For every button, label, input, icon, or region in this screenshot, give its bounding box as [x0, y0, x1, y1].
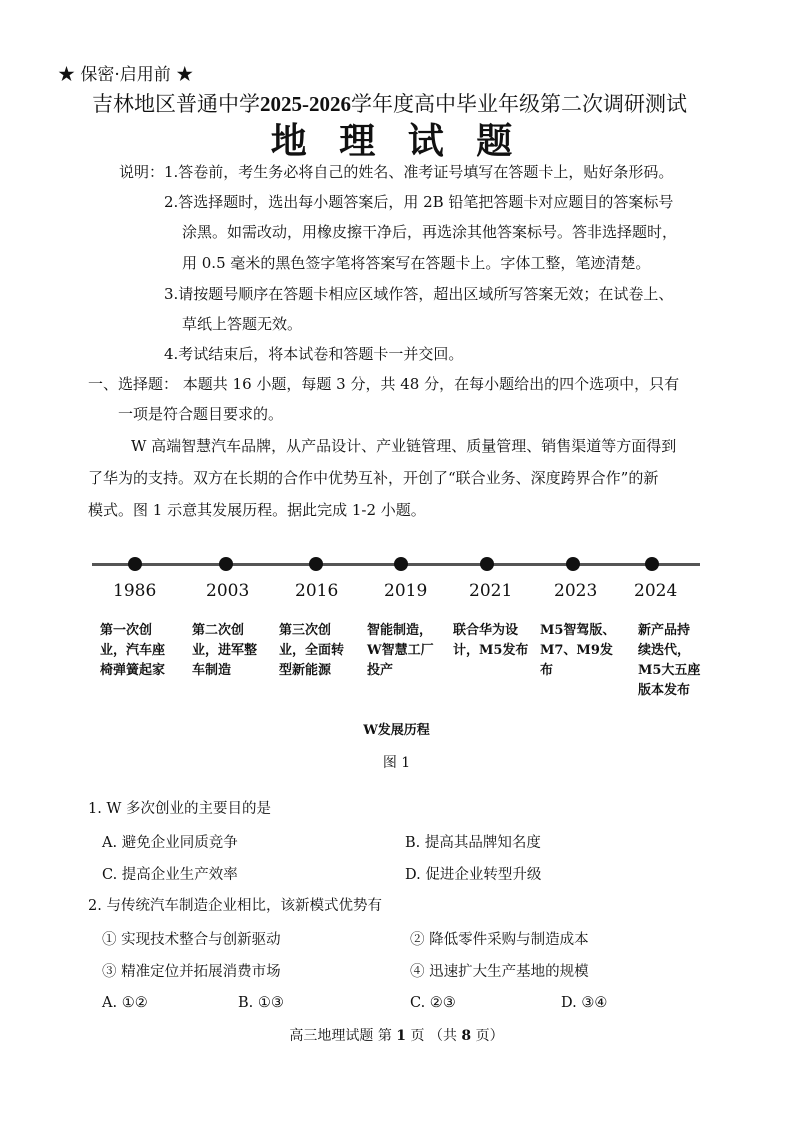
timeline-desc: M5智驾版、M7、M9发布	[540, 623, 616, 678]
question-1-option-a: A. 避免企业同质竞争	[102, 835, 238, 851]
figure-number: 图 1	[382, 755, 411, 771]
timeline-year: 2023	[554, 581, 598, 601]
footer-total-pages: 8	[461, 1028, 472, 1044]
timeline-year: 2016	[295, 581, 339, 601]
note-3a: 3.请按题号顺序在答题卡相应区域作答，超出区域所写答案无效；在试卷上、	[164, 285, 674, 303]
timeline-dot	[645, 557, 659, 571]
timeline-dot	[566, 557, 580, 571]
timeline-dot	[128, 557, 142, 571]
header-suffix: 学年度高中毕业年级第二次调研测试	[351, 92, 687, 116]
figure-caption: W发展历程	[363, 723, 430, 738]
question-2-statement-1: ① 实现技术整合与创新驱动	[102, 932, 281, 948]
timeline-desc: 第二次创业，进军整车制造	[192, 623, 258, 678]
timeline-year: 1986	[113, 581, 157, 601]
question-2-stem: 2. 与传统汽车制造企业相比，该新模式优势有	[88, 898, 382, 914]
header-year: 2025-2026	[260, 92, 351, 116]
question-2-statement-2: ② 降低零件采购与制造成本	[410, 932, 589, 948]
note-1: 说明：1.答卷前，考生务必将自己的姓名、准考证号填写在答题卡上，贴好条形码。	[119, 163, 674, 181]
note-2a: 2.答选择题时，选出每小题答案后，用 2B 铅笔把答题卡对应题目的答案标号	[164, 193, 674, 211]
timeline-figure	[92, 555, 702, 715]
timeline-dot	[394, 557, 408, 571]
note-2c: 用 0.5 毫米的黑色签字笔将答案写在答题卡上。字体工整，笔迹清楚。	[182, 254, 651, 272]
question-2-option-c: C. ②③	[410, 995, 456, 1011]
timeline-desc: 第一次创业，汽车座椅弹簧起家	[100, 623, 166, 678]
page-footer	[0, 1025, 793, 1045]
footer-suffix: 页）	[475, 1028, 504, 1044]
timeline-dot	[309, 557, 323, 571]
page-title: 地 理 试 题	[270, 120, 523, 162]
section-heading: 一、选择题： 本题共 16 小题，每题 3 分，共 48 分，在每小题给出的四个选项中，只有	[88, 375, 680, 393]
question-2-option-b: B. ①③	[238, 995, 284, 1011]
question-2-statement-4: ④ 迅速扩大生产基地的规模	[410, 964, 589, 980]
section-heading-cont: 一项是符合题目要求的。	[118, 405, 284, 423]
note-2b: 涂黑。如需改动，用橡皮擦干净后，再选涂其他答案标号。答非选择题时，	[182, 223, 678, 241]
timeline-desc: 第三次创业，全面转型新能源	[279, 623, 345, 678]
question-2-statement-3: ③ 精准定位并拓展消费市场	[102, 964, 281, 980]
question-1-stem: 1. W 多次创业的主要目的是	[88, 801, 271, 817]
question-1-option-b: B. 提高其品牌知名度	[405, 835, 541, 851]
question-2-option-d: D. ③④	[561, 995, 608, 1011]
timeline-dot	[480, 557, 494, 571]
note-4: 4.考试结束后，将本试卷和答题卡一并交回。	[164, 345, 464, 363]
question-1-option-c: C. 提高企业生产效率	[102, 867, 238, 883]
footer-prefix: 高三地理试题 第	[289, 1028, 392, 1044]
timeline-year: 2019	[384, 581, 428, 601]
timeline-desc: 智能制造，W智慧工厂投产	[367, 623, 434, 678]
timeline-year: 2003	[206, 581, 250, 601]
timeline-dot	[219, 557, 233, 571]
confidential-mark: ★ 保密·启用前 ★	[58, 65, 194, 85]
question-2-option-a: A. ①②	[102, 995, 148, 1011]
passage-line-3: 模式。图 1 示意其发展历程。据此完成 1-2 小题。	[88, 501, 426, 519]
footer-mid: 页 （共	[410, 1028, 457, 1044]
timeline-year: 2024	[634, 581, 678, 601]
timeline-desc: 新产品持续迭代，M5大五座版本发布	[638, 623, 701, 698]
passage-line-2: 了华为的支持。双方在长期的合作中优势互补，开创了“联合业务、深度跨界合作”的新	[88, 469, 659, 487]
header-prefix: 吉林地区普通中学	[92, 92, 260, 116]
timeline-year: 2021	[469, 581, 513, 601]
footer-page-number: 1	[396, 1028, 407, 1044]
timeline-desc: 联合华为设计，M5发布	[453, 623, 529, 658]
passage-line-1: W 高端智慧汽车品牌，从产品设计、产业链管理、质量管理、销售渠道等方面得到	[131, 437, 677, 455]
note-3b: 草纸上答题无效。	[182, 315, 303, 333]
question-1-option-d: D. 促进企业转型升级	[405, 867, 542, 883]
